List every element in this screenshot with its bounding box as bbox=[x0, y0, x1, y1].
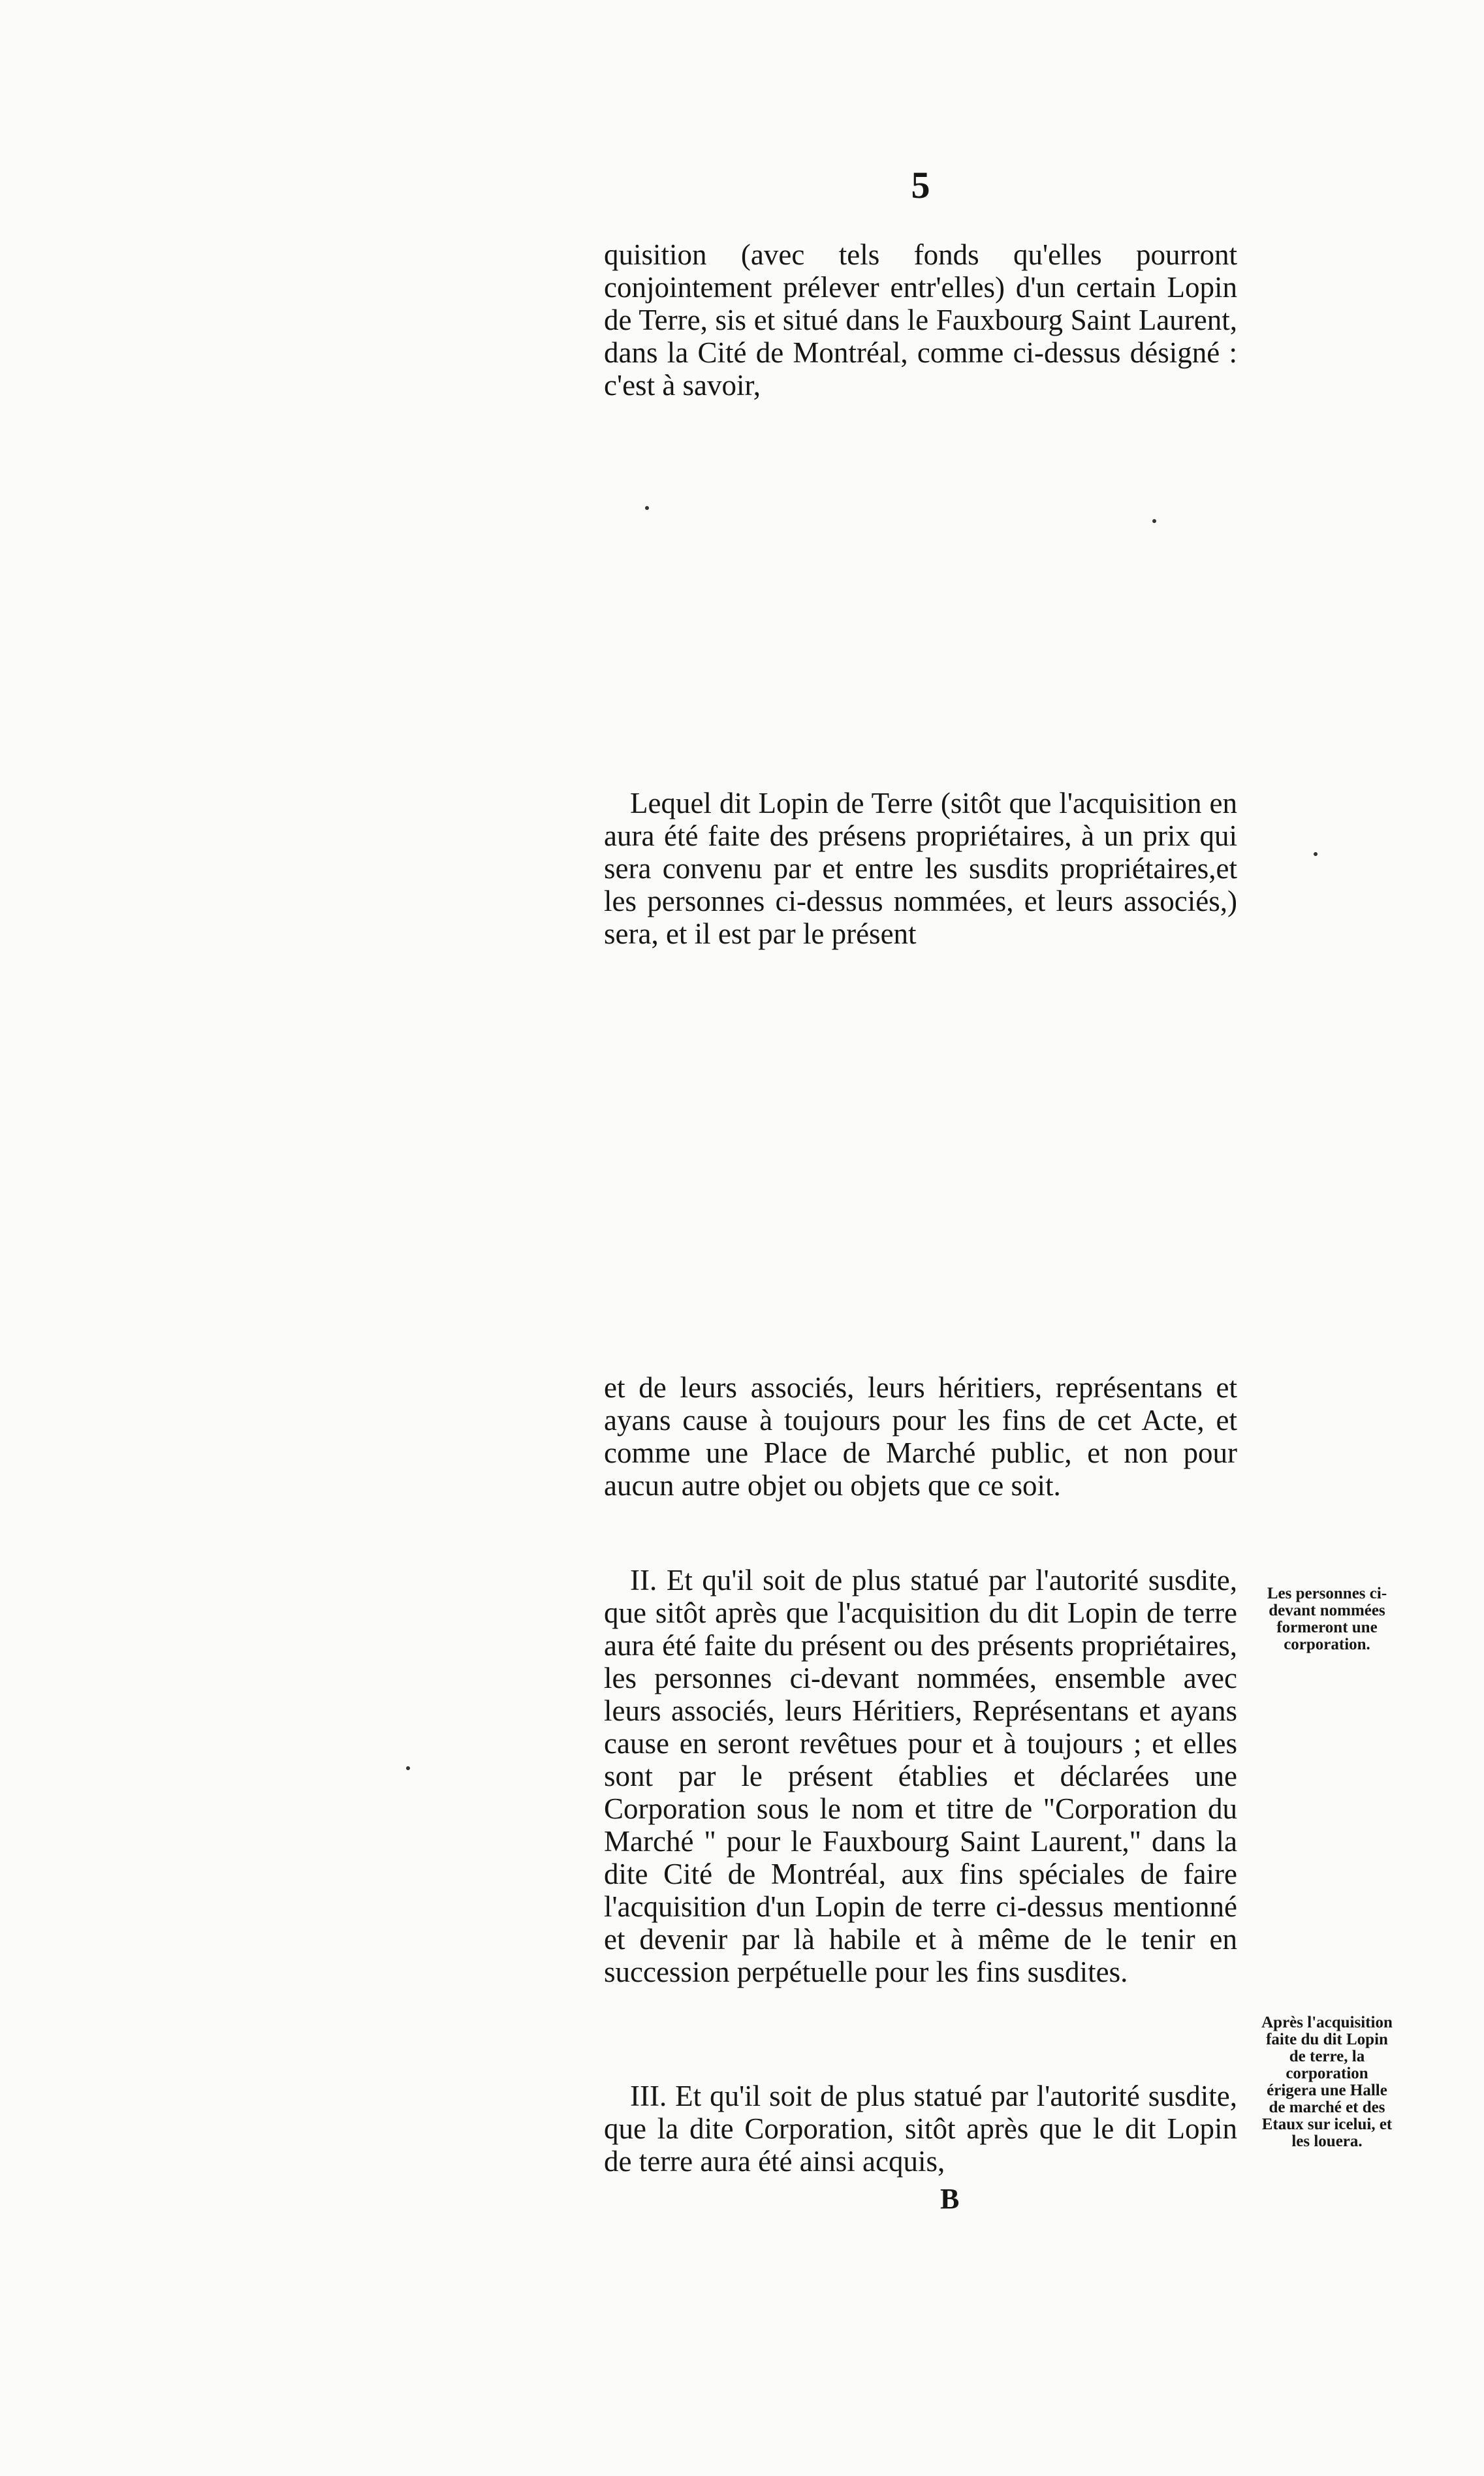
paragraph-text: Lequel dit Lopin de Terre (sitôt que l'acquisition en aura été faite des présens propriétaires, à un prix qui sera convenu par et entre les susdits propriétaires,et les personnes ci-dessus nommées, et leurs associés,) sera, et il est par le présent bbox=[604, 787, 1237, 950]
margin-note-halle: Après l'acquisition faite du dit Lopin de terre, la corporation érigera une Halle de marché et des Etaux sur icelui, et les louera. bbox=[1261, 2014, 1393, 2150]
ink-speck bbox=[1314, 852, 1318, 856]
paragraph-text: quisition (avec tels fonds qu'elles pourront conjointement prélever entr'elles) d'un certain Lopin de Terre, sis et situé dans le Fauxbourg Saint Laurent, dans la Cité de Montréal, comme ci-dessus désigné : c'est à savoir, bbox=[604, 238, 1237, 402]
margin-note-corporation: Les personnes ci-devant nommées formeront une corporation. bbox=[1267, 1585, 1387, 1653]
section-three bbox=[604, 2080, 1237, 2178]
section-two bbox=[604, 1564, 1237, 1988]
paragraph-text: II. Et qu'il soit de plus statué par l'autorité susdite, que sitôt après que l'acquisition du dit Lopin de terre aura été faite du présent ou des présents propriétaires, les personnes ci-devant nommées, ensemble avec leurs associés, leurs Héritiers, Représentans et ayans cause en seront revêtues pour et à toujours ; et elles sont par le présent établies et déclarées une Corporation sous le nom et titre de "Corporation du Marché " pour le Fauxbourg Saint Laurent," dans la dite Cité de Montréal, aux fins spéciales de faire l'acquisition d'un Lopin de terre ci-dessus mentionné et devenir par là habile et à même de le tenir en succession perpétuelle pour les fins susdites. bbox=[604, 1564, 1237, 1988]
paragraph-acquisition bbox=[604, 238, 1237, 402]
paragraph-text: et de leurs associés, leurs héritiers, représentans et ayans cause à toujours pour les fins de cet Acte, et comme une Place de Marché public, et non pour aucun autre objet ou objets que ce soit. bbox=[604, 1371, 1237, 1502]
signature-mark: B bbox=[940, 2183, 960, 2215]
ink-speck bbox=[406, 1766, 410, 1770]
ink-speck bbox=[645, 506, 649, 510]
ink-speck bbox=[1152, 519, 1156, 523]
paragraph-associes bbox=[604, 1371, 1237, 1502]
paragraph-text: III. Et qu'il soit de plus statué par l'autorité susdite, que la dite Corporation, sitôt après que le dit Lopin de terre aura été ainsi acquis, bbox=[604, 2080, 1237, 2178]
page-number: 5 bbox=[911, 164, 930, 206]
paragraph-lequel bbox=[604, 787, 1237, 950]
